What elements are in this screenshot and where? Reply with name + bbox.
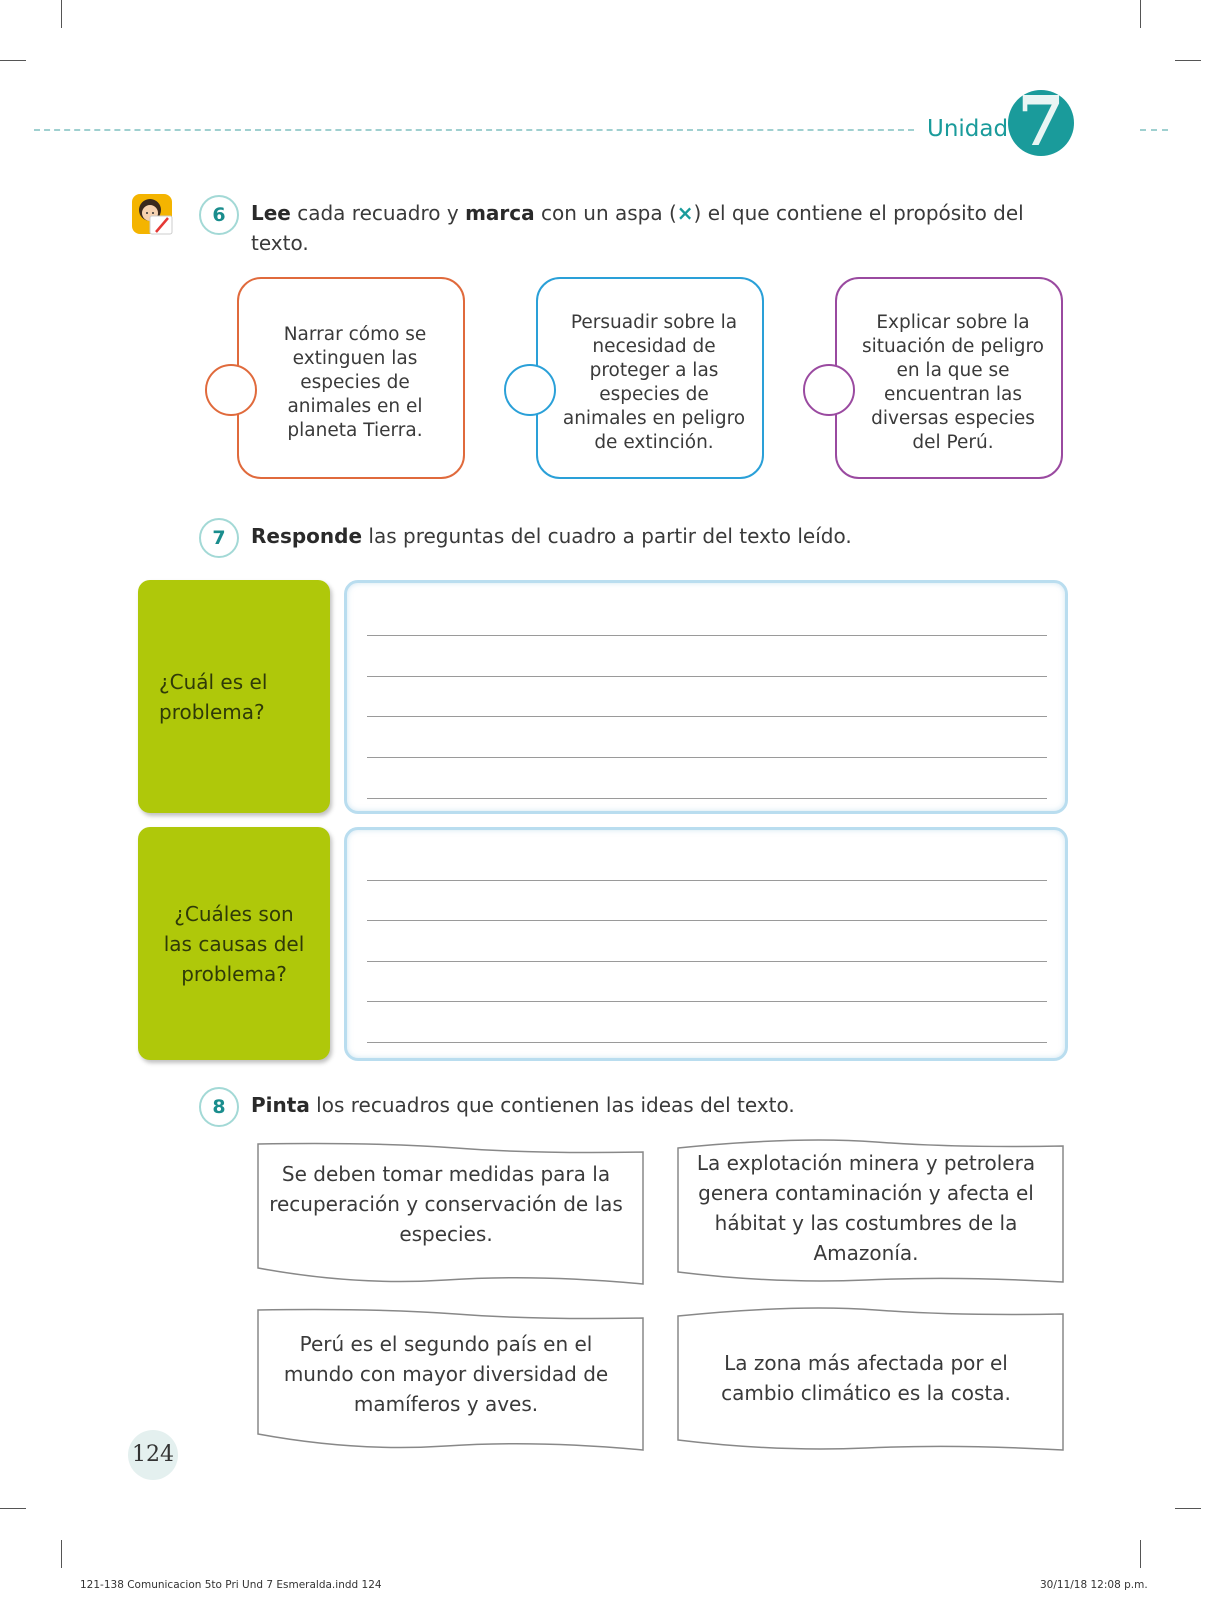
writing-line: [367, 798, 1047, 799]
crop-mark: [61, 0, 62, 28]
q8-text: los recuadros que contienen las ideas del texto.: [309, 1093, 795, 1117]
option-mark-circle-explicar[interactable]: [803, 364, 855, 416]
writing-line: [367, 920, 1047, 921]
idea-text: La explotación minera y petrolera genera contaminación y afecta el hábitat y las costumbres de la Amazonía.: [696, 1151, 1036, 1265]
aspa-mark: ×: [676, 201, 694, 225]
footer-timestamp: 30/11/18 12:08 p.m.: [1040, 1579, 1148, 1591]
idea-box-zona-costa[interactable]: [676, 1304, 1056, 1452]
header-dashed-line: [34, 129, 914, 131]
q6-instruction: [251, 198, 1071, 258]
option-text: Narrar cómo se extinguen las especies de animales en el planeta Tierra.: [283, 324, 427, 441]
idea-box-peru[interactable]: [256, 1306, 636, 1451]
q8-bold-pinta: Pinta: [251, 1093, 310, 1117]
answer-box-causas[interactable]: [344, 827, 1068, 1061]
writing-activity-icon: [130, 192, 178, 238]
q6-text: cada recuadro y: [290, 201, 466, 225]
question-line: ¿Cuáles son: [174, 901, 294, 926]
idea-text: Se deben tomar medidas para la recuperación y conservación de las especies.: [269, 1161, 623, 1246]
q6-text: con un aspa (: [534, 201, 677, 225]
crop-mark: [1140, 0, 1141, 28]
question-number-6: 6: [199, 195, 239, 235]
option-box-narrar: [237, 277, 465, 479]
footer-file-info: 121-138 Comunicacion 5to Pri Und 7 Esmeralda.indd 124: [80, 1579, 382, 1591]
q6-bold-lee: Lee: [251, 201, 291, 225]
question-card-text: [154, 899, 314, 989]
writing-line: [367, 757, 1047, 758]
question-card-causas: [138, 827, 330, 1060]
question-line: problema?: [181, 961, 287, 986]
idea-text: Perú es el segundo país en el mundo con mayor diversidad de mamíferos y aves.: [283, 1331, 609, 1416]
header-dashed-line: [1140, 129, 1168, 131]
option-text: Persuadir sobre la necesidad de proteger a las especies de animales en peligro de extinción.: [562, 312, 746, 453]
q7-text: las preguntas del cuadro a partir del texto leído.: [362, 524, 852, 548]
q6-text: ) el que contiene el propósito del texto.: [251, 201, 1024, 255]
writing-line: [367, 716, 1047, 717]
crop-mark: [0, 60, 26, 61]
answer-box-problema[interactable]: [344, 580, 1068, 814]
q6-bold-marca: marca: [465, 201, 535, 225]
crop-mark: [1175, 1508, 1201, 1509]
option-box-persuadir: [536, 277, 764, 479]
page-number: 124: [128, 1430, 178, 1480]
writing-line: [367, 635, 1047, 636]
option-text: Explicar sobre la situación de peligro en la que se encuentran las diversas especies del Perú.: [861, 312, 1044, 453]
question-card-problema: [138, 580, 330, 813]
writing-line: [367, 961, 1047, 962]
crop-mark: [61, 1540, 62, 1568]
unit-label: Unidad: [927, 116, 1009, 142]
unit-number-badge: [1008, 82, 1074, 162]
unit-number: 7: [1017, 82, 1065, 162]
option-mark-circle-persuadir[interactable]: [504, 364, 556, 416]
q8-instruction: [251, 1090, 1071, 1120]
option-mark-circle-narrar[interactable]: [205, 364, 257, 416]
writing-line: [367, 1042, 1047, 1043]
q7-instruction: [251, 521, 1071, 551]
writing-line: [367, 880, 1047, 881]
q7-bold-responde: Responde: [251, 524, 363, 548]
crop-mark: [0, 1508, 26, 1509]
question-line: las causas del: [163, 931, 305, 956]
question-number-7: 7: [199, 518, 239, 558]
crop-mark: [1175, 60, 1201, 61]
writing-line: [367, 676, 1047, 677]
idea-box-medidas[interactable]: [256, 1140, 636, 1285]
option-box-explicar: [835, 277, 1063, 479]
idea-box-explotacion[interactable]: [676, 1136, 1056, 1286]
idea-text: La zona más afectada por el cambio climático es la costa.: [721, 1351, 1011, 1405]
writing-line: [367, 1001, 1047, 1002]
question-number-8: 8: [199, 1087, 239, 1127]
crop-mark: [1140, 1540, 1141, 1568]
question-line: problema?: [159, 699, 265, 724]
question-card-text: [159, 667, 309, 727]
question-line: ¿Cuál es el: [159, 669, 268, 694]
